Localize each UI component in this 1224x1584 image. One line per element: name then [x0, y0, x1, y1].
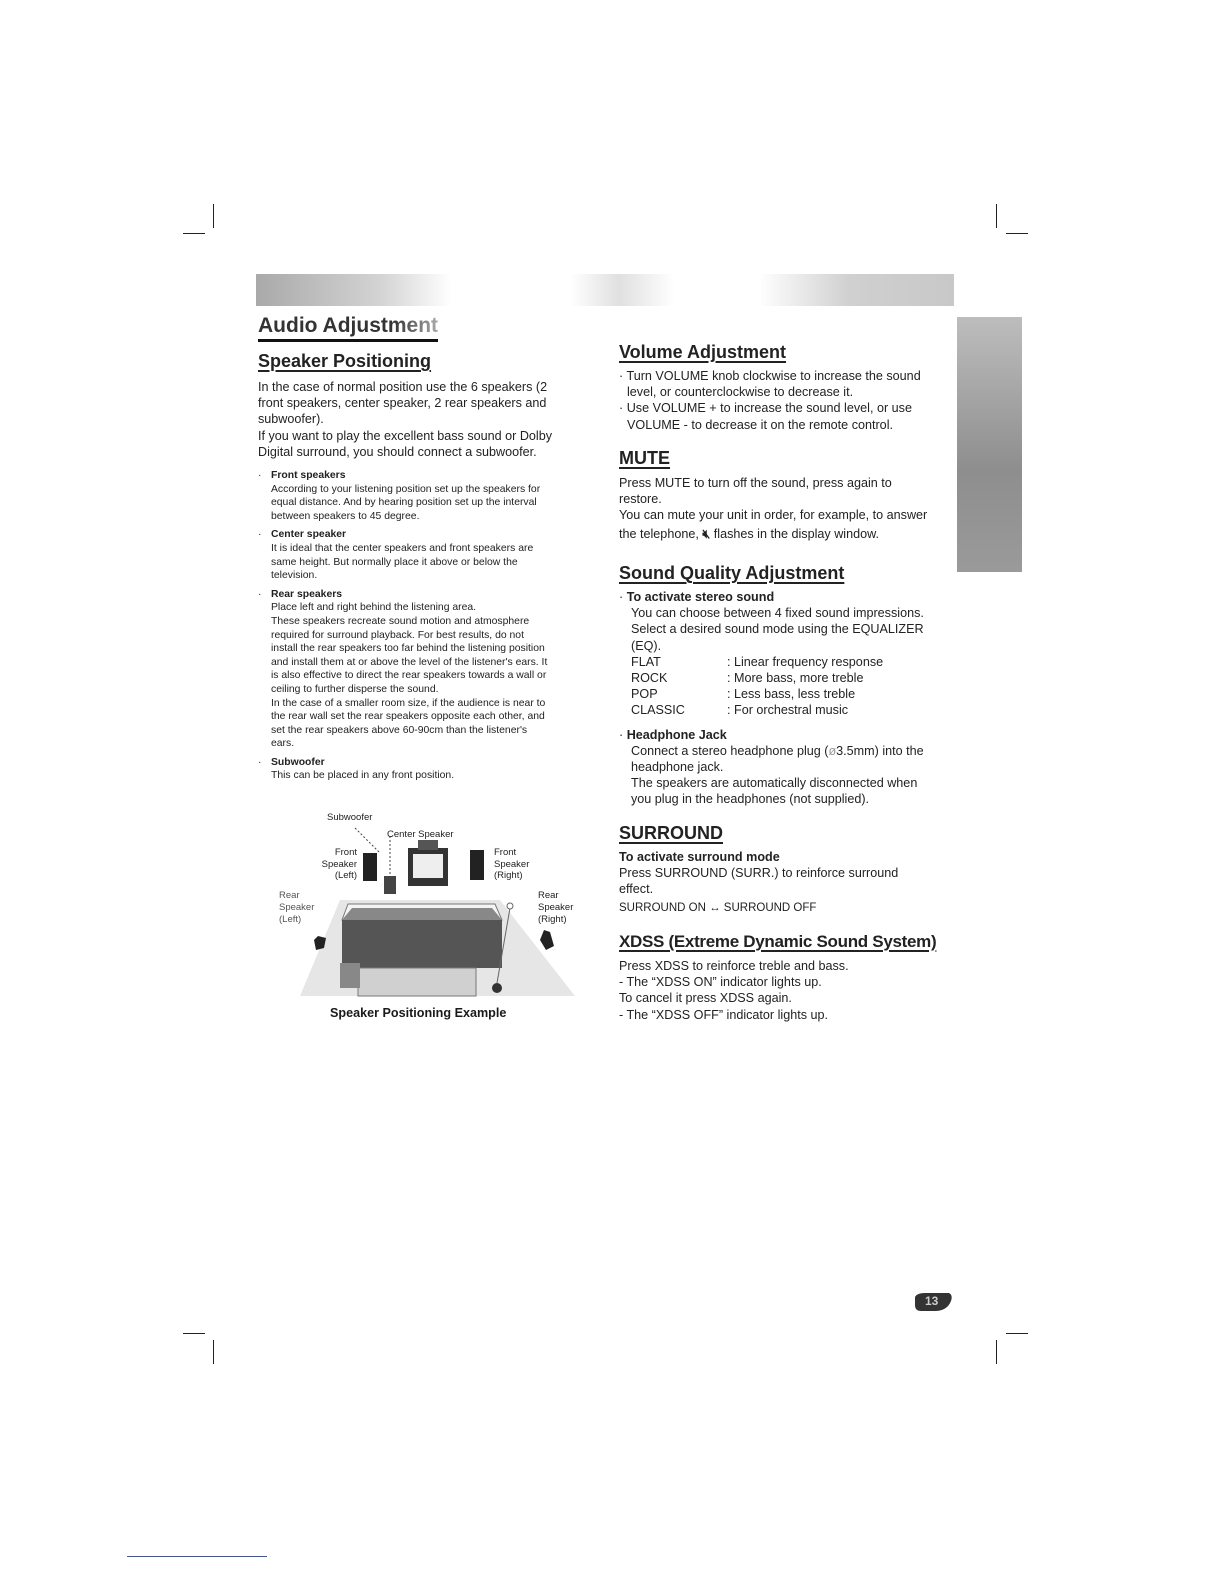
crop-mark [996, 1340, 997, 1364]
item-line: ears. [271, 738, 295, 750]
text-line: VOLUME - to decrease it on the remote control. [627, 417, 893, 432]
center-speaker-label: Center Speaker [387, 829, 454, 840]
item-title: Front speakers [271, 470, 346, 481]
text-line: Press MUTE to turn off the sound, press again to [619, 476, 892, 490]
label-line: Front [334, 847, 357, 858]
volume-bullet: · Turn VOLUME knob clockwise to increase the sound [619, 369, 921, 383]
surround-heading: SURROUND [619, 823, 724, 843]
item-line: and install them at or above the level of the listener's ears. It [271, 656, 548, 668]
text-line: restore. [619, 492, 662, 507]
surround-section [619, 849, 954, 916]
item-line: install the rear speakers too far behind the listening position [271, 643, 545, 655]
double-arrow-icon: ↔ [709, 901, 721, 914]
diameter-icon: ø [828, 743, 837, 758]
label-line: Speaker [279, 902, 315, 913]
text-line: You can mute your unit in order, for example, to answer [619, 508, 928, 523]
item-line: same height. But normally place it above or below the [271, 556, 518, 568]
label-line: Rear [279, 890, 300, 901]
text-line: (EQ). [631, 638, 662, 653]
text-fragment: SURROUND OFF [723, 901, 817, 914]
xdss-section [619, 958, 954, 1023]
item-title: Subwoofer [271, 756, 325, 768]
crop-mark [183, 233, 205, 234]
intro-line: subwoofer). [258, 412, 324, 427]
text-line: Select a desired sound mode using the EQUALIZER [631, 622, 924, 637]
footer-rule [127, 1556, 267, 1557]
intro-line: In the case of normal position use the 6 speakers (2 [258, 380, 548, 394]
eq-mode-row [631, 654, 954, 670]
item-line: These speakers recreate sound motion and atmosphere [271, 615, 530, 627]
label-line: Rear [538, 890, 559, 901]
text-line: To cancel it press XDSS again. [619, 991, 792, 1006]
sound-quality-heading: Sound Quality Adjustment [619, 563, 845, 583]
volume-heading: Volume Adjustment [619, 342, 787, 362]
text-line: The speakers are automatically disconnected when [631, 776, 918, 791]
text-fragment: Headphone Jack [626, 727, 727, 742]
mute-section [619, 475, 964, 542]
crop-mark [996, 204, 997, 228]
label-line: Speaker [538, 902, 574, 913]
label-line: Front [494, 847, 517, 858]
label-line: (Right) [494, 870, 523, 881]
item-line: Place left and right behind the listening area. [271, 602, 477, 614]
text-line: Press SURROUND (SURR.) to reinforce surround [619, 866, 899, 881]
diagram-caption: Speaker Positioning Example [330, 1006, 507, 1020]
sound-quality-section [619, 589, 954, 808]
title-underline [258, 339, 438, 342]
headphone-body [619, 743, 954, 808]
text-line [619, 526, 964, 542]
crop-mark [1006, 1333, 1028, 1334]
eq-mode-row [631, 670, 954, 686]
text-fragment: 3.5mm) into the [836, 743, 924, 758]
eq-mode-row [631, 702, 954, 718]
item-line: set the rear speakers above 60-90cm than the listener's [271, 724, 528, 736]
item-line: This can be placed in any front position. [271, 770, 455, 782]
text-fragment: the telephone, [619, 526, 699, 541]
header-band [256, 274, 954, 306]
text-line: - The “XDSS ON” indicator lights up. [619, 975, 822, 990]
item-line: In the case of a smaller room size, if the audience is near to [271, 697, 546, 709]
eq-mode-desc: : Linear frequency response [727, 654, 884, 669]
intro-line: Digital surround, you should connect a subwoofer. [258, 444, 537, 459]
front-right-label [494, 847, 529, 882]
eq-mode-row [631, 686, 954, 702]
speaker-intro [258, 379, 588, 460]
crop-mark [213, 204, 214, 228]
eq-mode-name: ROCK [631, 671, 668, 686]
label-line: (Left) [279, 914, 302, 925]
text-line: Use VOLUME + to increase the sound level, or use [626, 401, 912, 416]
crop-mark [183, 1333, 205, 1334]
item-line: According to your listening position set up the speakers for [271, 483, 541, 495]
text-line: headphone jack. [631, 760, 724, 775]
speaker-diagram [270, 808, 590, 1008]
label-line: (Left) [334, 870, 357, 881]
eq-mode-name: POP [631, 687, 658, 702]
rear-left-label [279, 890, 314, 926]
list-item: · Subwoofer This can be placed in any front position. [258, 756, 594, 783]
text-line: effect. [619, 882, 654, 897]
item-line: ceiling to further disperse the sound. [271, 683, 439, 695]
section-side-tab [957, 317, 1022, 572]
front-left-label [315, 847, 357, 882]
surround-subheading: To activate surround mode [619, 850, 780, 864]
crop-mark [1006, 233, 1028, 234]
item-line: between speakers to 45 degree. [271, 510, 420, 522]
label-line: Speaker [494, 858, 530, 870]
volume-bullet: · Use VOLUME + to increase the sound level, or use [619, 401, 912, 416]
intro-line: If you want to play the excellent bass sound or Dolby [258, 428, 553, 443]
speaker-list [258, 469, 594, 788]
item-title: Center speaker [271, 529, 347, 541]
mute-speaker-icon: 🔇︎ [702, 526, 711, 541]
item-line: television. [271, 570, 318, 582]
speaker-positioning-heading: Speaker Positioning [258, 351, 432, 371]
text-line: you plug in the headphones (not supplied). [631, 792, 870, 807]
subwoofer-label: Subwoofer [327, 812, 373, 823]
eq-mode-desc: : Less bass, less treble [727, 687, 856, 702]
page-number: 13 [925, 1294, 939, 1308]
rear-right-label [538, 890, 573, 926]
text-line: You can choose between 4 fixed sound impressions. [631, 606, 924, 621]
eq-mode-name: CLASSIC [631, 703, 685, 718]
headphone-title: · Headphone Jack [619, 727, 727, 742]
text-line [631, 743, 954, 759]
text-fragment: Connect a stereo headphone plug ( [631, 743, 829, 758]
text-fragment: To activate stereo sound [626, 590, 775, 604]
item-line: is also effective to direct the rear speakers towards a wall or [271, 670, 547, 682]
stereo-title: · To activate stereo sound [619, 590, 775, 604]
list-item: · Rear speakers Place left and right behind the listening area. These speakers recreate sound motion and atmosphere required for surround playback. For best results, do not install the rear speakers too far behind the listening position and install them at or above the level of the listener's ears. It is also effective to direct the rear speakers towards a wall or ceiling to further disperse the sound. In the case of a smaller room size, if the audience is near to the rear wall set the rear speakers opposite each other, and set the rear speakers above 60-90cm than the listener's ears. [258, 588, 594, 751]
crop-mark [213, 1340, 214, 1364]
text-line: level, or counterclockwise to decrease it. [627, 385, 854, 400]
volume-section [619, 368, 954, 433]
eq-mode-name: FLAT [631, 654, 661, 669]
surround-toggle-line [619, 900, 954, 916]
label-line: (Right) [538, 914, 567, 925]
list-item: · Center speaker It is ideal that the center speakers and front speakers are same height. But normally place it above or below the television. [258, 528, 594, 582]
page-number-badge [913, 1291, 953, 1313]
label-line: Speaker [321, 858, 357, 870]
text-line: Turn VOLUME knob clockwise to increase the sound [626, 369, 921, 383]
text-fragment: SURROUND ON [619, 901, 706, 914]
item-line: It is ideal that the center speakers and front speakers are [271, 542, 534, 554]
eq-mode-desc: : More bass, more treble [727, 671, 864, 686]
item-title: Rear speakers [271, 588, 343, 600]
item-line: the rear wall set the rear speakers opposite each other, and [271, 711, 545, 723]
mute-heading: MUTE [619, 448, 670, 468]
stereo-body [619, 605, 954, 718]
text-line: - The “XDSS OFF” indicator lights up. [619, 1007, 829, 1022]
text-fragment: flashes in the display window. [713, 526, 879, 541]
xdss-heading: XDSS (Extreme Dynamic Sound System) [619, 932, 937, 951]
text-line: Press XDSS to reinforce treble and bass. [619, 959, 849, 973]
intro-line: front speakers, center speaker, 2 rear speakers and [258, 396, 547, 411]
page-title: Audio Adjustment [258, 314, 439, 337]
list-item: · Front speakers According to your listening position set up the speakers for equal distance. And by hearing position set up the interval between speakers to 45 degree. [258, 469, 594, 523]
item-line: equal distance. And by hearing position set up the interval [271, 497, 537, 509]
eq-mode-desc: : For orchestral music [727, 703, 849, 718]
item-line: required for surround playback. For best results, do not [271, 629, 524, 641]
